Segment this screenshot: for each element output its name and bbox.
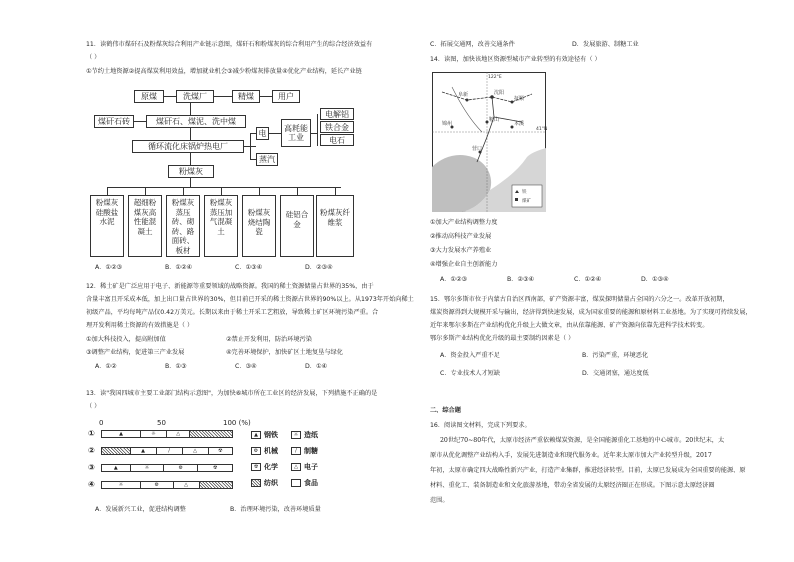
map-legend-coal: 煤矿	[522, 199, 531, 204]
q13-paren: （ ）	[86, 403, 101, 410]
node-yonghu: 用户	[272, 90, 300, 103]
connector	[335, 187, 336, 195]
seg-textile	[200, 482, 233, 488]
seg-electronics: △	[174, 482, 200, 488]
node-meiganshizhuan: 煤矸石砖	[94, 115, 134, 128]
q15-line1: 15．鄂尔多斯市位于内蒙古自治区西南部，矿产资源丰富，煤炭探明储量占全国的六分之一。改革开放初期，	[430, 296, 729, 303]
q11-paren: （ ）	[86, 54, 101, 61]
q16-para-2: 原市从优化调整产业结构入手，发展先进制造业和现代服务业。近年来太原市加大产业转型升级，2017	[430, 452, 712, 459]
map-city-benxi: 本溪	[514, 121, 525, 127]
node-dianshi: 电石	[320, 134, 354, 146]
q14-opt2: ②推动高科技产业发展	[430, 233, 492, 240]
connector	[183, 187, 184, 195]
node-boiler: 循环流化床锅炉热电厂	[132, 140, 244, 153]
legend-steel-icon: ▲	[251, 431, 261, 439]
q11-answer-b: B．①②④	[165, 264, 193, 271]
seg-paper: ☼	[141, 431, 167, 437]
node-yuanmei: 原煤	[134, 90, 164, 103]
q13-answer-c: C．拓展交通网，改善交通条件	[430, 41, 515, 48]
map-legend-iron: 铁	[522, 190, 527, 195]
q15-answer-b: B．污染严重，环境恶化	[582, 352, 649, 359]
q12-line4: 理开发利用稀土资源的有效措施是（ ）	[86, 322, 194, 329]
q12-answer-c: C．③④	[235, 363, 257, 370]
q12-line2: 含量丰富且开采成本低，加上出口量占世界的30%，但目前已开采的稀土资源占世界的90%以上。从1973年开始向稀土	[86, 296, 414, 303]
q14-opt1: ①加大产业结构调整力度	[430, 219, 498, 226]
map-city-jinzhou: 锦州	[442, 121, 453, 127]
row-label-1: ①	[88, 429, 95, 438]
q12-line1: 12．稀土矿是广泛应用于电子、新能源等重要领域的战略资源。我国的稀土资源储量占世界的35%，由于	[86, 283, 374, 290]
node-dianjielv: 电解铝	[320, 108, 354, 120]
legend-sugar: 制糖	[304, 447, 318, 455]
map-lat-label: 41°N	[536, 127, 548, 132]
q12-answer-b: B．①③	[165, 363, 187, 370]
legend-textile-icon	[251, 479, 261, 487]
q12-opt1: ①加大科技投入，提高附加值	[86, 336, 166, 343]
arrow	[190, 128, 191, 140]
q14-opt3: ③大力发展水产养殖业	[430, 247, 492, 254]
product-4: 粉煤灰蒸压加气混凝土	[204, 195, 238, 257]
seg-chemical: ☢	[212, 465, 218, 471]
q14-answer-d: D．①③④	[641, 276, 669, 283]
q13-answer-a: A．发展新兴工业，促进结构调整	[95, 506, 186, 513]
q16-para-3: 年初，太原市确定四大战略性新兴产业，打造产业集群，推进经济转型。目前，太原已发展成为全国重要的能源、原	[430, 467, 746, 474]
seg-steel: ▲	[102, 431, 141, 437]
bar-row-1	[101, 430, 233, 438]
node-mixture: 煤矸石、煤泥、洗中煤	[146, 115, 246, 128]
arrow	[164, 96, 176, 97]
q13-answer-b: B．治理环境污染，改善环境质量	[230, 506, 321, 513]
legend-machinery-icon: ⚙	[251, 447, 261, 455]
arrow	[134, 121, 146, 122]
map-city-fushun: 抚顺	[514, 96, 525, 102]
q13-stem: 13．读"我国四城市主要工业部门结构示意图"，为加快⑥城市所在工业区的经济发展，下列措施不正确的是	[86, 390, 378, 397]
q14-answer-a: A．①②③	[440, 276, 468, 283]
product-5: 粉煤灰烧结陶瓷	[242, 195, 276, 257]
legend-paper-icon: ☼	[291, 431, 301, 439]
q15-answer-c: C．专业技术人才短缺	[440, 370, 501, 377]
arrow	[214, 96, 232, 97]
section-heading: 二、综合题	[430, 407, 461, 414]
q15-answer-d: D．交通闭塞，通达度低	[582, 370, 649, 377]
q14-answer-b: B．②③④	[507, 276, 535, 283]
product-2: 超细粉煤灰高性能混凝土	[128, 195, 162, 257]
arrow	[190, 103, 191, 115]
connector	[190, 178, 191, 187]
q11-answer-d: D．②③④	[305, 264, 333, 271]
q14-map	[432, 72, 546, 212]
product-1: 粉煤灰硅酸盐水泥	[90, 195, 124, 257]
connector	[221, 187, 222, 195]
q15-line3: 近年来鄂尔多斯在产业结构优化升级上大做文章，由从依靠能源、矿产资源向依靠先进科学技术转变。	[430, 322, 709, 329]
q11-answer-a: A．①②③	[95, 264, 123, 271]
map-city-anshan: 鞍山	[489, 117, 500, 123]
connector	[250, 133, 251, 159]
seg-electronics: △	[167, 431, 190, 437]
product-3: 粉煤灰蒸压砖、砌砖、路面砖、板材	[166, 195, 200, 257]
q14-stem: 14．读图，加快该地区资源型城市产业转型的有效途径有（ ）	[430, 56, 601, 63]
legend-chemical: 化学	[264, 463, 278, 471]
seg-machinery: ⚙	[164, 465, 198, 471]
connector	[107, 187, 108, 195]
q15-answer-a: A．资金投入严重不足	[440, 352, 500, 359]
node-fenmeihui: 粉煤灰	[168, 165, 214, 178]
bar-row-3	[101, 464, 233, 472]
connector	[297, 187, 298, 195]
node-tiehejin: 铁合金	[320, 121, 354, 133]
q16-stem: 16．阅读图文材料，完成下列要求。	[430, 422, 531, 429]
arrow	[190, 153, 191, 165]
legend-sugar-icon: /	[291, 447, 301, 455]
node-ximeichang: 洗煤厂	[176, 90, 214, 103]
q16-para-1: 20世纪70~80年代，太原市经济严重依赖煤炭资源，是全国能源重化工基地的中心城市。20世纪末，太	[440, 437, 725, 444]
q12-line3: 初级产品，平均每吨产品仅0.42万美元。长期以来由于稀土开采工艺粗放，导致稀土矿区环境污染严重。合	[86, 309, 379, 316]
map-city-fuxin: 阜新	[458, 92, 469, 98]
map-city-shenyang: 沈阳	[494, 90, 505, 96]
q12-answer-d: D．①④	[305, 363, 328, 370]
q16-para-4: 材料、重化工、装备制造业和文化旅游基地，带动全省发展的太原经济圈正在形成。下图示意太原经济圈	[430, 482, 715, 489]
map-lon-label: 122°E	[488, 75, 502, 80]
legend-electronics: 电子	[304, 463, 318, 471]
q12-opt2: ②禁止开发利用，防治环境污染	[226, 336, 312, 343]
connector	[259, 187, 260, 195]
legend-paper: 造纸	[304, 431, 318, 439]
q11-stem: 11．读鹤伟市煤矸石及粉煤灰综合利用产业链示意图，煤矸石和粉煤灰的综合利用产生的综合经济效益有	[86, 41, 373, 48]
row-label-2: ②	[88, 446, 95, 455]
seg-textile	[190, 431, 232, 437]
axis-0: 0	[99, 419, 104, 427]
seg-steel: ▲	[131, 448, 157, 454]
node-high-energy: 高耗能工业	[281, 119, 311, 147]
connector	[250, 133, 256, 134]
q16-para-5: 范围。	[430, 497, 449, 504]
legend-electronics-icon: △	[291, 463, 301, 471]
q15-line4: 鄂尔多斯产业结构优化升级的最主要制约因素是（ ）	[430, 335, 575, 342]
node-dian: 电	[256, 127, 269, 140]
legend-food: 食品	[304, 479, 318, 487]
legend-food-icon	[291, 479, 301, 487]
q11-options: ①节约土地资源②提高煤炭利用效益，增加就业机会③减少粉煤灰排放量④优化产业结构，延长产业链	[86, 68, 362, 75]
seg-machinery: ⚙	[141, 482, 174, 488]
arrow	[269, 133, 281, 134]
legend-chemical-icon: ☢	[251, 463, 261, 471]
q14-answer-c: C．①②④	[574, 276, 602, 283]
seg-paper: ☼	[131, 465, 165, 471]
bar-row-2	[101, 447, 233, 455]
row-label-3: ③	[88, 463, 95, 472]
product-6: 硅铝合金	[280, 195, 314, 257]
seg-sugar: /	[157, 448, 183, 454]
seg-paper: ☼	[102, 482, 141, 488]
node-jingmei: 精煤	[232, 90, 260, 103]
axis-50: 50	[157, 419, 166, 427]
q15-line2: 煤炭资源得到大规模开采与输出，经济得到快速发展，成为国家重要的能源和原材料工业基地。为了实现可持续发展，	[430, 309, 752, 316]
legend-machinery: 机械	[264, 447, 278, 455]
legend-steel: 钢铁	[264, 431, 278, 439]
connector	[317, 114, 318, 146]
q14-opt4: ④增强企业自主创新能力	[430, 261, 498, 268]
q12-opt3: ③调整产业结构，促进第三产业发展	[86, 349, 185, 356]
q11-answer-c: C．①③④	[235, 264, 263, 271]
seg-electronics: △	[183, 448, 209, 454]
map-city-yingkou: 营口	[472, 146, 483, 152]
seg-textile	[102, 448, 131, 454]
seg-chemical: ☢	[218, 448, 223, 454]
axis-100: 100 (%)	[223, 419, 251, 427]
bar-row-4	[101, 481, 233, 489]
q12-answer-a: A．①②	[95, 363, 117, 370]
product-7: 粉煤灰纤维浆	[316, 195, 354, 257]
connector	[145, 187, 146, 195]
connector	[107, 187, 341, 188]
q12-opt4: ④完善环境保护，加快矿区土地复垦与绿化	[226, 349, 343, 356]
arrow	[260, 96, 272, 97]
q13-answer-d: D．发展旅游、制糖工业	[572, 41, 639, 48]
legend-textile: 纺织	[264, 479, 278, 487]
row-label-4: ④	[88, 480, 95, 489]
node-steam: 蒸汽	[256, 153, 278, 166]
seg-steel: ▲	[102, 465, 131, 471]
